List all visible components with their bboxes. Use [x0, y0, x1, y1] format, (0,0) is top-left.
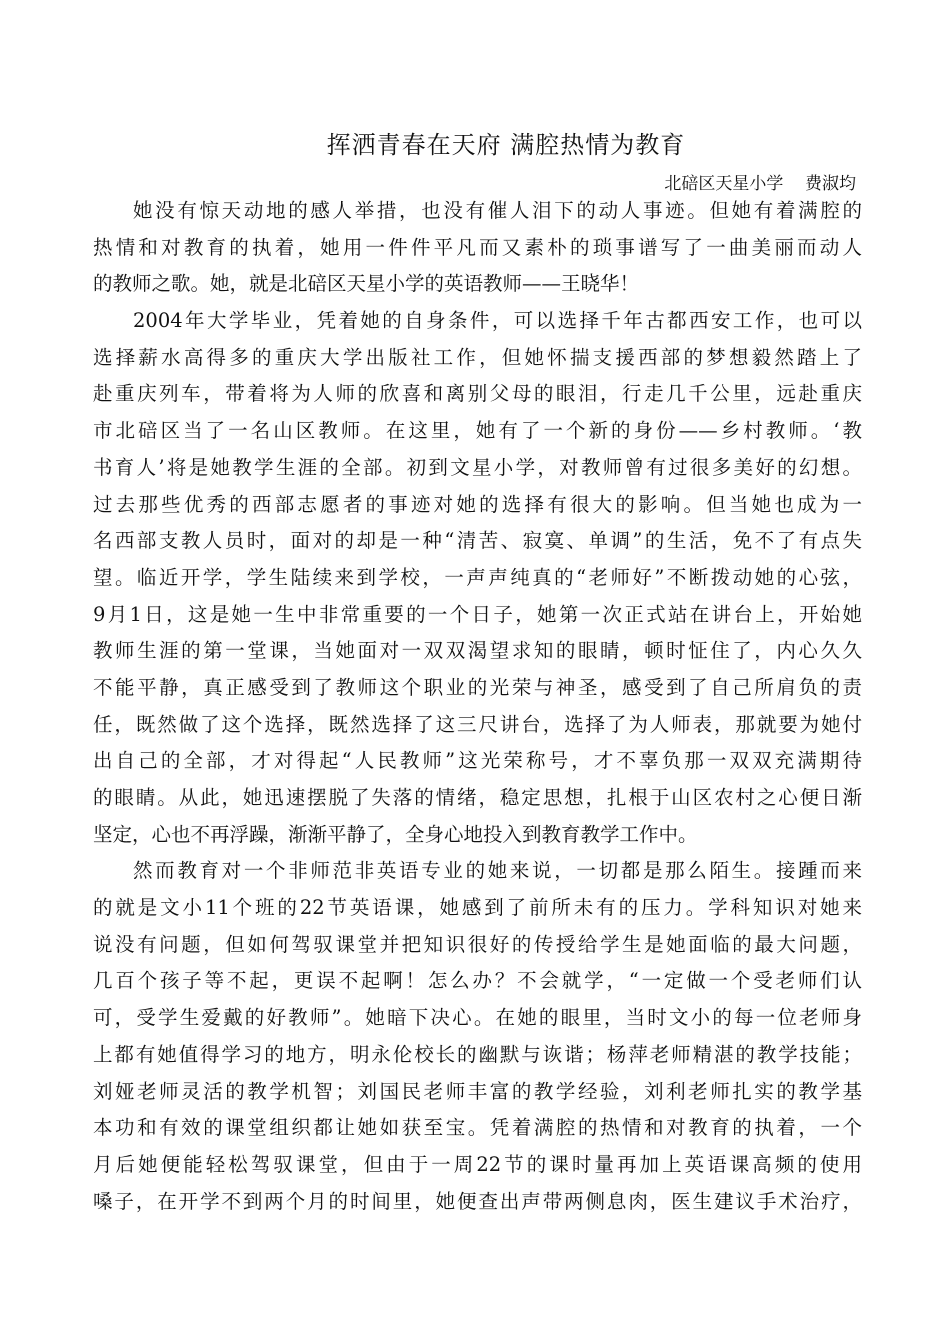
text-line: 的教师之歌。她，就是北碚区天星小学的英语教师——王晓华！ [93, 272, 640, 296]
text-line: 然而教育对一个非师范非英语专业的她来说，一切都是那么陌生。接踵而来 [133, 859, 862, 883]
text-line: 望。临近开学，学生陆续来到学校，一声声纯真的“老师好”不断拨动她的心弦， [93, 565, 862, 589]
author-line: 北碚区天星小学 费淑均 [664, 174, 856, 194]
text-line: 的眼睛。从此，她迅速摆脱了失落的情绪，稳定思想，扎根于山区农村之心便日渐 [93, 786, 862, 809]
text-line: 9月1日，这是她一生中非常重要的一个日子，她第一次正式站在讲台上，开始她 [93, 602, 862, 626]
text-line: 不能平静，真正感受到了教师这个职业的光荣与神圣，感受到了自己所肩负的责 [93, 675, 862, 699]
text-line: 教师生涯的第一堂课，当她面对一双双渴望求知的眼睛，顿时怔住了，内心久久 [93, 639, 862, 663]
text-line: 出自己的全部，才对得起“人民教师”这光荣称号，才不辜负那一双双充满期待 [93, 749, 862, 773]
text-line: 本功和有效的课堂组织都让她如获至宝。凭着满腔的热情和对教育的执着，一个 [93, 1116, 862, 1140]
text-line: 嗓子，在开学不到两个月的时间里，她便查出声带两侧息肉，医生建议手术治疗， [93, 1189, 862, 1213]
text-line: 过去那些优秀的西部志愿者的事迹对她的选择有很大的影响。但当她也成为一 [93, 492, 862, 516]
text-line: 她没有惊天动地的感人举措，也没有催人泪下的动人事迹。但她有着满腔的 [133, 199, 862, 222]
text-line: 选择薪水高得多的重庆大学出版社工作，但她怀揣支援西部的梦想毅然踏上了 [93, 345, 862, 369]
text-line: 坚定，心也不再浮躁，渐渐平静了，全身心地投入到教育教学工作中。 [93, 822, 698, 846]
text-line: 可，受学生爱戴的好教师”。她暗下决心。在她的眼里，当时文小的每一位老师身 [93, 1006, 862, 1030]
text-line: 上都有她值得学习的地方，明永伦校长的幽默与诙谐；杨萍老师精湛的教学技能； [93, 1042, 862, 1066]
text-line: 书育人’将是她教学生涯的全部。初到文星小学，对教师曾有过很多美好的幻想。 [93, 455, 862, 479]
article-title: 挥洒青春在天府 满腔热情为教育 [326, 131, 686, 159]
text-line: 热情和对教育的执着，她用一件件平凡而又素朴的琐事谱写了一曲美丽而动人 [93, 235, 862, 259]
text-line: 几百个孩子等不起，更误不起啊！怎么办？不会就学，“一定做一个受老师们认 [93, 969, 862, 993]
text-line: 月后她便能轻松驾驭课堂，但由于一周22节的课时量再加上英语课高频的使用 [93, 1152, 862, 1176]
article-body [93, 193, 862, 1220]
text-line: 刘娅老师灵活的教学机智；刘国民老师丰富的教学经验，刘利老师扎实的教学基 [93, 1079, 862, 1103]
text-line: 说没有问题，但如何驾驭课堂并把知识很好的传授给学生是她面临的最大问题， [93, 932, 862, 956]
text-line: 市北碚区当了一名山区教师。在这里，她有了一个新的身份——乡村教师。‘教 [93, 419, 862, 443]
text-line: 2004年大学毕业，凭着她的自身条件，可以选择千年古都西安工作，也可以 [133, 309, 862, 333]
text-line: 任，既然做了这个选择，既然选择了这三尺讲台，选择了为人师表，那就要为她付 [93, 712, 862, 736]
text-line: 赴重庆列车，带着将为人师的欣喜和离别父母的眼泪，行走几千公里，远赴重庆 [93, 382, 862, 406]
text-line: 名西部支教人员时，面对的却是一种“清苦、寂寞、单调”的生活，免不了有点失 [93, 529, 862, 553]
text-line: 的就是文小11个班的22节英语课，她感到了前所未有的压力。学科知识对她来 [93, 896, 862, 920]
